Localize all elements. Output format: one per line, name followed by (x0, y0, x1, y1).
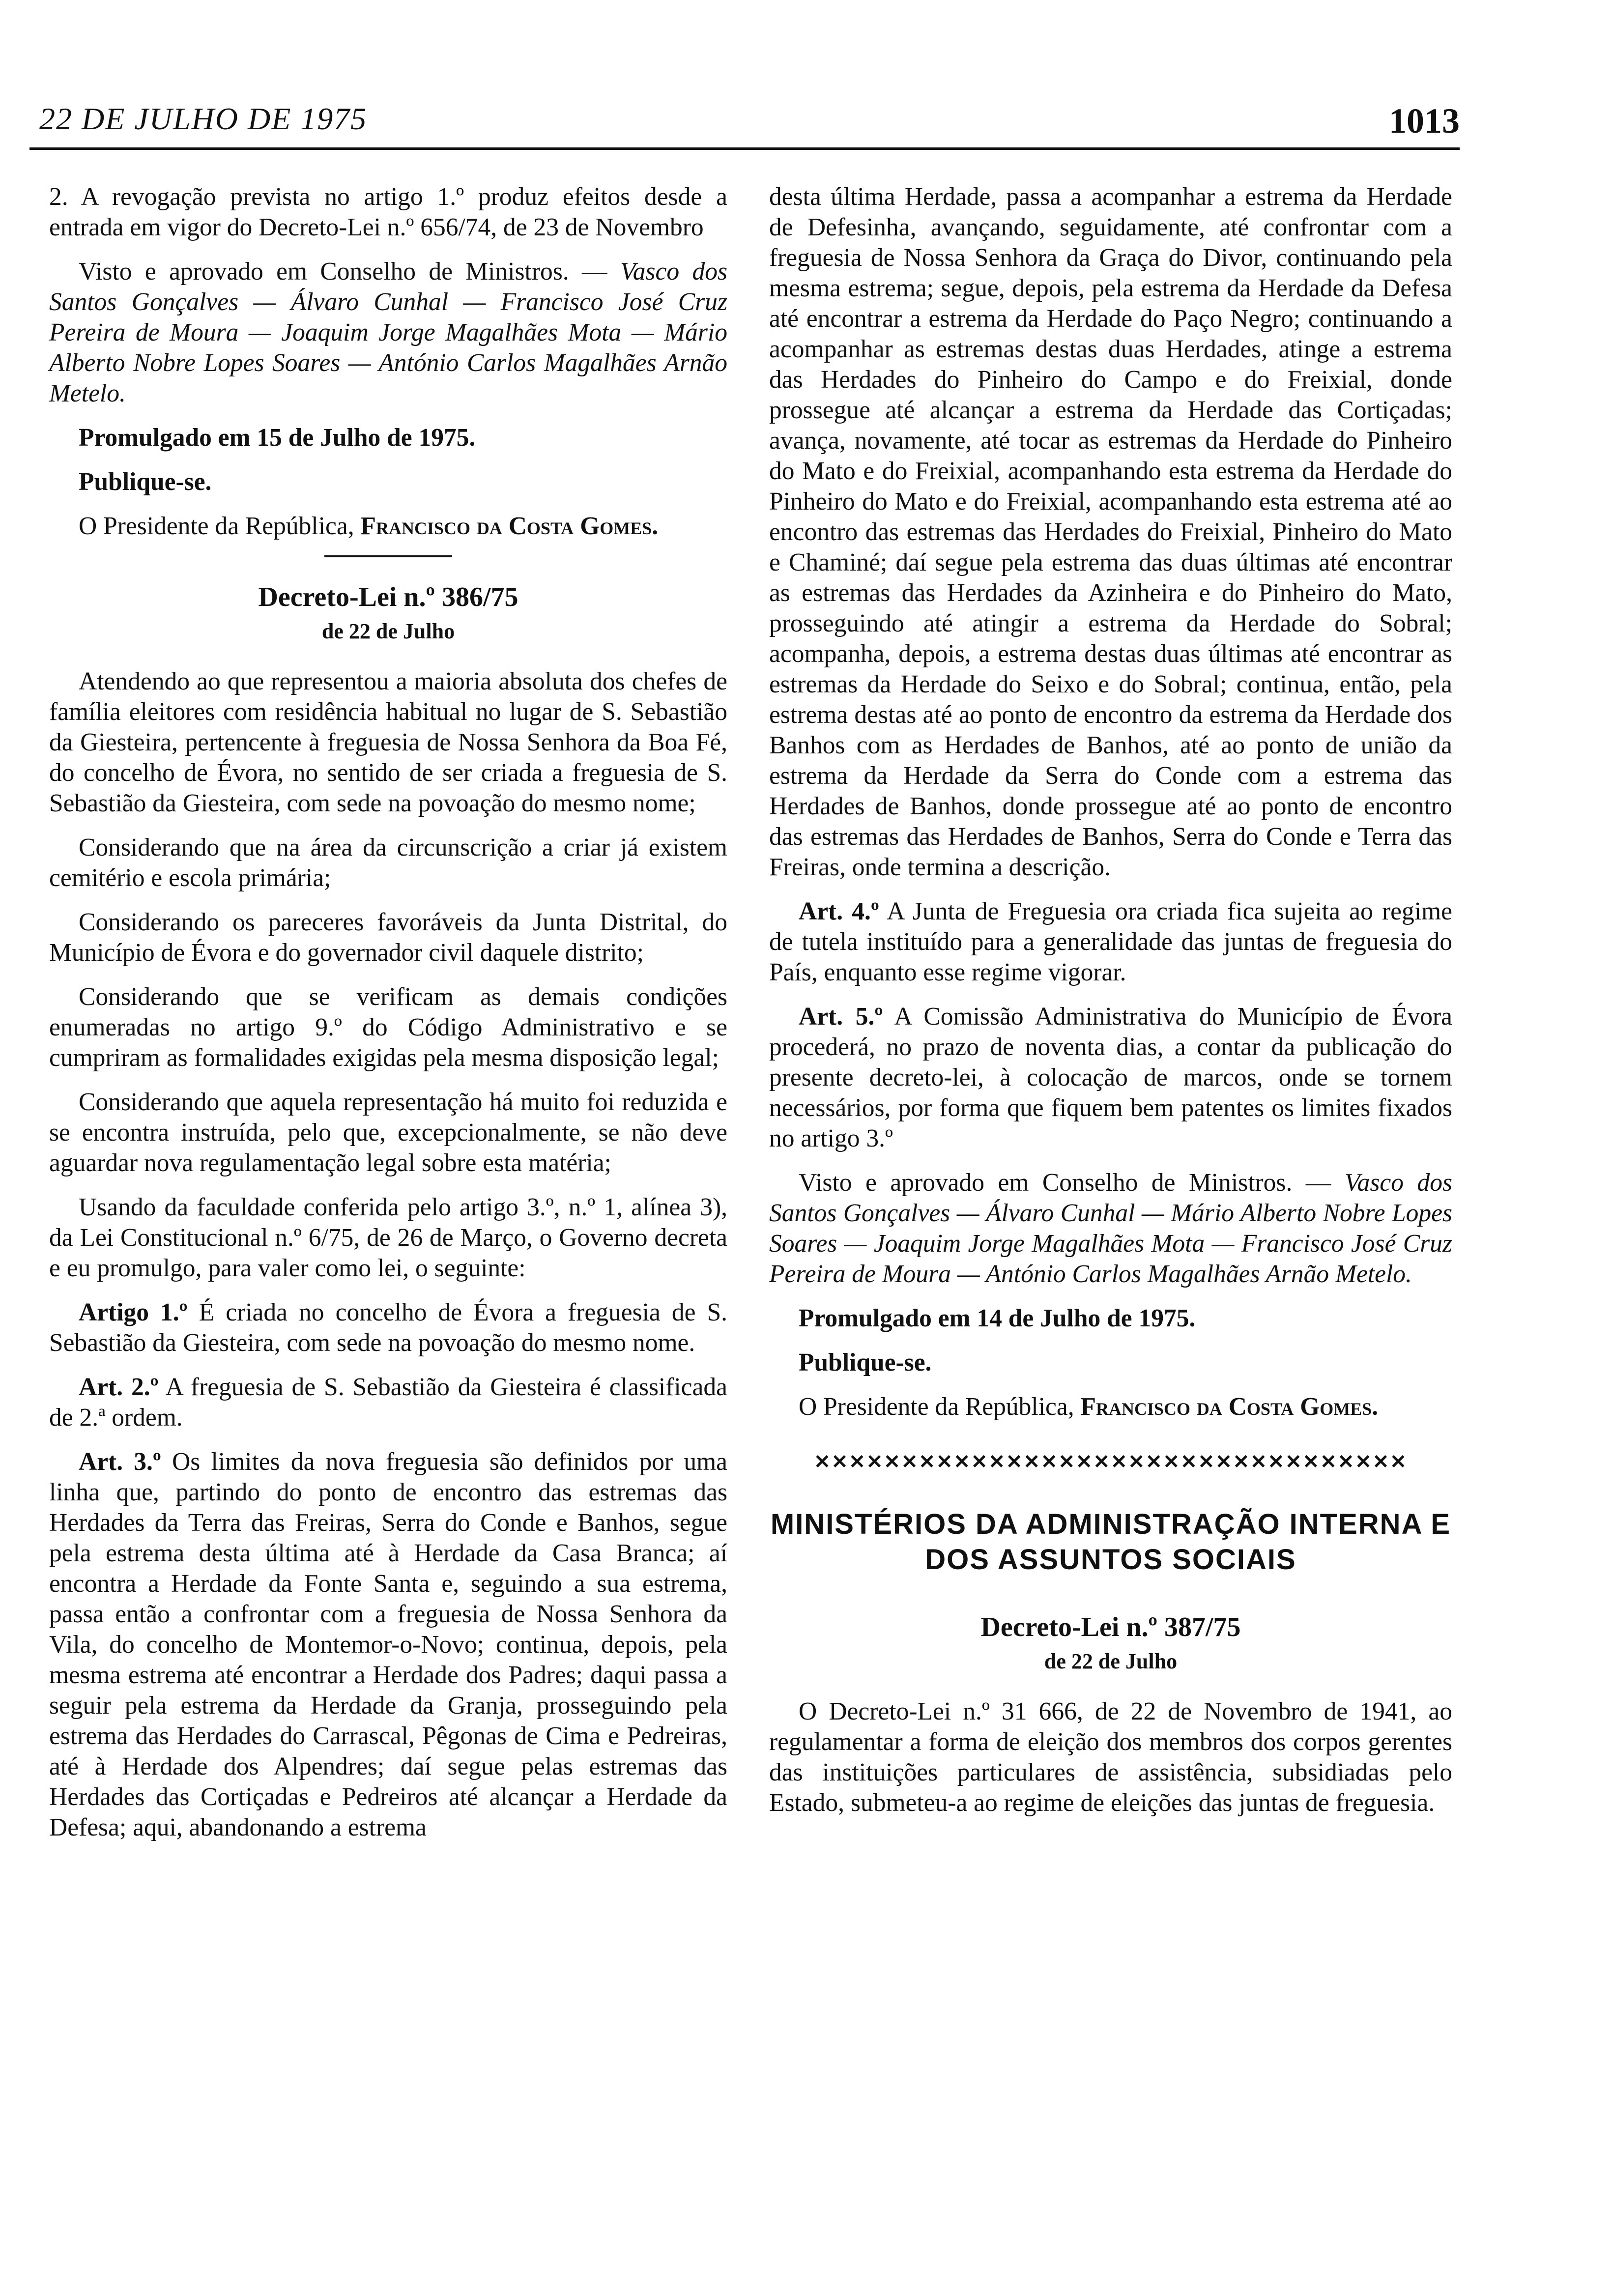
decree-date-2: de 22 de Julho (1044, 1649, 1178, 1673)
promulgado-line: Promulgado em 15 de Julho de 1975. (79, 424, 476, 452)
article-1 (49, 1297, 727, 1358)
article-3-label: Art. 3.º (79, 1448, 161, 1476)
article-3-text: Os limites da nova freguesia são definidos por uma linha que, partindo do ponto de encontro das estremas das Herdades da Terra das Freiras, Serra do Conde e Banhos, segue pela estrema desta última até à Herdade da Casa Branca; aí encontra a Herdade da Fonte Santa e, seguindo a sua estrema, passa então a confrontar com a freguesia de Nossa Senhora da Vila, do concelho de Montemor-o-Novo; continua, depois, pela mesma estrema até encontrar a Herdade dos Padres; daqui passa a seguir pela estrema da Herdade da Granja, prosseguindo pela estrema das Herdades do Carrascal, Pêgonas de Cima e Pedreiras, até à Herdade dos Alpendres; daí segue pelas estremas das Herdades das Cortiçadas e Pedreiros até alcançar a Herdade da Defesa; aqui, abandonando a estrema (49, 1448, 728, 1841)
decree-2-paragraph: O Decreto-Lei n.º 31 666, de 22 de Novembro de 1941, ao regulamentar a forma de eleição dos membros dos corpos gerentes das instituições particulares de assistência, subsidiadas pelo Estado, submeteu-a ao regime de eleições das juntas de freguesia. (769, 1697, 1452, 1817)
presidente-name: Francisco da Costa Gomes. (360, 512, 659, 540)
article-2 (49, 1372, 727, 1433)
presidente-label: O Presidente da República, (79, 512, 354, 540)
presidente-paragraph-2 (769, 1392, 1452, 1422)
article-3-continuation: desta última Herdade, passa a acompanhar a estrema da Herdade de Defesinha, avançando, seguidamente, até confrontar com a freguesia de Nossa Senhora da Graça do Divor, continuando pela mesma estrema; segue, depois, pela estrema da Herdade da Defesa até encontrar a estrema da Herdade do Paço Negro; continuando a acompanhar as estremas destas duas Herdades, atinge a estrema das Herdades do Pinheiro do Campo e do Freixial, donde prossegue até alcançar a estrema da Herdade das Cortiçadas; avança, novamente, até tocar as estremas da Herdade do Pinheiro do Mato e do Freixial, acompanhando esta estrema da Herdade do Pinheiro do Mato e do Freixial, acompanhando esta estrema até ao encontro das estremas das Herdades do Freixial, Pinheiro do Mato e Chaminé; daí segue pela estrema das duas últimas até encontrar as estremas das Herdades da Azinheira e do Pinheiro do Mato, prosseguindo até atingir a estrema da Herdade do Sobral; acompanha, depois, a estrema destas duas últimas até encontrar as estremas da Herdade do Seixo e do Sobral; continua, então, pela estrema destas até ao ponto de encontro da estrema da Herdade dos Banhos com as Herdades de Banhos, até ao ponto de união da estrema da Herdade da Serra do Conde com a estrema das Herdades de Banhos, donde prossegue até ao ponto de encontro das estremas das Herdades de Banhos, Serra do Conde e Terra das Freiras, onde termina a descrição. (769, 183, 1452, 881)
visto-signatories-2: Vasco dos Santos Gonçalves — Álvaro Cunhal — Mário Alberto Nobre Lopes Soares — Joaquim Jorge Magalhães Mota — Francisco José Cruz Pereira de Moura — António Carlos Magalhães Arnão Metelo. (769, 1169, 1453, 1288)
article-5-label: Art. 5.º (799, 1003, 883, 1031)
gazette-page (29, 20, 1583, 2280)
ornamental-divider: ✕✕✕✕✕✕✕✕✕✕✕✕✕✕✕✕✕✕✕✕✕✕✕✕✕✕✕✕✕✕✕✕✕✕ (814, 1451, 1408, 1473)
left-column (49, 182, 727, 1857)
visto-label-2: Visto e aprovado em Conselho de Ministros. — (799, 1169, 1331, 1197)
presidente-paragraph (49, 511, 727, 542)
section-divider (324, 555, 452, 557)
decree-title-2: Decreto-Lei n.º 387/75 (980, 1612, 1241, 1642)
page-number: 1013 (1389, 101, 1460, 141)
header-rule (29, 147, 1460, 150)
preamble-paragraph: Considerando que aquela representação há muito foi reduzida e se encontra instruída, pelo que, excepcionalmente, se não deve aguardar nova regulamentação legal sobre esta matéria; (49, 1088, 727, 1177)
article-4-label: Art. 4.º (799, 897, 879, 925)
preamble-paragraph: Considerando que se verificam as demais condições enumeradas no artigo 9.º do Código Administrativo e se cumpriram as formalidades exigidas pela mesma disposição legal; (49, 983, 727, 1072)
decree-date: de 22 de Julho (321, 619, 455, 643)
decree-title: Decreto-Lei n.º 386/75 (258, 582, 518, 612)
publique-line-2: Publique-se. (799, 1349, 932, 1377)
header-date: 22 DE JULHO DE 1975 (39, 101, 368, 136)
right-column (769, 182, 1452, 1832)
revogacao-paragraph: 2. A revogação prevista no artigo 1.º produz efeitos desde a entrada em vigor do Decreto-Lei n.º 656/74, de 23 de Novembro (49, 183, 727, 241)
article-5 (769, 1002, 1452, 1154)
article-1-label: Artigo 1.º (79, 1298, 188, 1326)
article-4 (769, 896, 1452, 988)
page-header (29, 101, 1460, 155)
article-1-text: É criada no concelho de Évora a freguesia de S. Sebastião da Giesteira, com sede na povoação do mesmo nome. (49, 1298, 728, 1357)
presidente-label-2: O Presidente da República, (799, 1393, 1074, 1421)
ministry-heading: MINISTÉRIOS DA ADMINISTRAÇÃO INTERNA E DOS ASSUNTOS SOCIAIS (770, 1508, 1451, 1576)
preamble-paragraph: Considerando que na área da circunscrição a criar já existem cemitério e escola primária; (49, 833, 727, 892)
promulgado-line-2: Promulgado em 14 de Julho de 1975. (799, 1304, 1196, 1332)
presidente-name-2: Francisco da Costa Gomes. (1080, 1393, 1379, 1421)
preamble-paragraph: Atendendo ao que representou a maioria absoluta dos chefes de família eleitores com residência habitual no lugar de S. Sebastião da Giesteira, pertencente à freguesia de Nossa Senhora da Boa Fé, do concelho de Évora, no sentido de ser criada a freguesia de S. Sebastião da Giesteira, com sede na povoação do mesmo nome; (49, 667, 727, 817)
preamble-paragraph: Considerando os pareceres favoráveis da Junta Distrital, do Município de Évora e do governador civil daquele distrito; (49, 908, 727, 967)
visto-label: Visto e aprovado em Conselho de Ministros. — (79, 258, 607, 286)
article-3 (49, 1447, 727, 1843)
publique-line: Publique-se. (79, 468, 212, 496)
article-2-label: Art. 2.º (79, 1373, 159, 1401)
visto-signatories: Vasco dos Santos Gonçalves — Álvaro Cunhal — Francisco José Cruz Pereira de Moura — Joaquim Jorge Magalhães Mota — Mário Alberto Nobre Lopes Soares — António Carlos Magalhães Arnão Metelo. (49, 258, 728, 407)
preamble-paragraph: Usando da faculdade conferida pelo artigo 3.º, n.º 1, alínea 3), da Lei Constitucional n.º 6/75, de 26 de Março, o Governo decreta e eu promulgo, para valer como lei, o seguinte: (49, 1193, 727, 1282)
visto-paragraph (49, 257, 727, 409)
article-4-text: A Junta de Freguesia ora criada fica sujeita ao regime de tutela instituído para a generalidade das juntas de freguesia do País, enquanto esse regime vigorar. (769, 897, 1452, 986)
article-5-text: A Comissão Administrativa do Município de Évora procederá, no prazo de noventa dias, a contar da publicação do presente decreto-lei, à colocação de marcos, onde se tornem necessários, por forma que fiquem bem patentes os limites fixados no artigo 3.º (769, 1003, 1452, 1152)
visto-paragraph-2 (769, 1168, 1452, 1290)
article-2-text: A freguesia de S. Sebastião da Giesteira é classificada de 2.ª ordem. (49, 1373, 727, 1432)
